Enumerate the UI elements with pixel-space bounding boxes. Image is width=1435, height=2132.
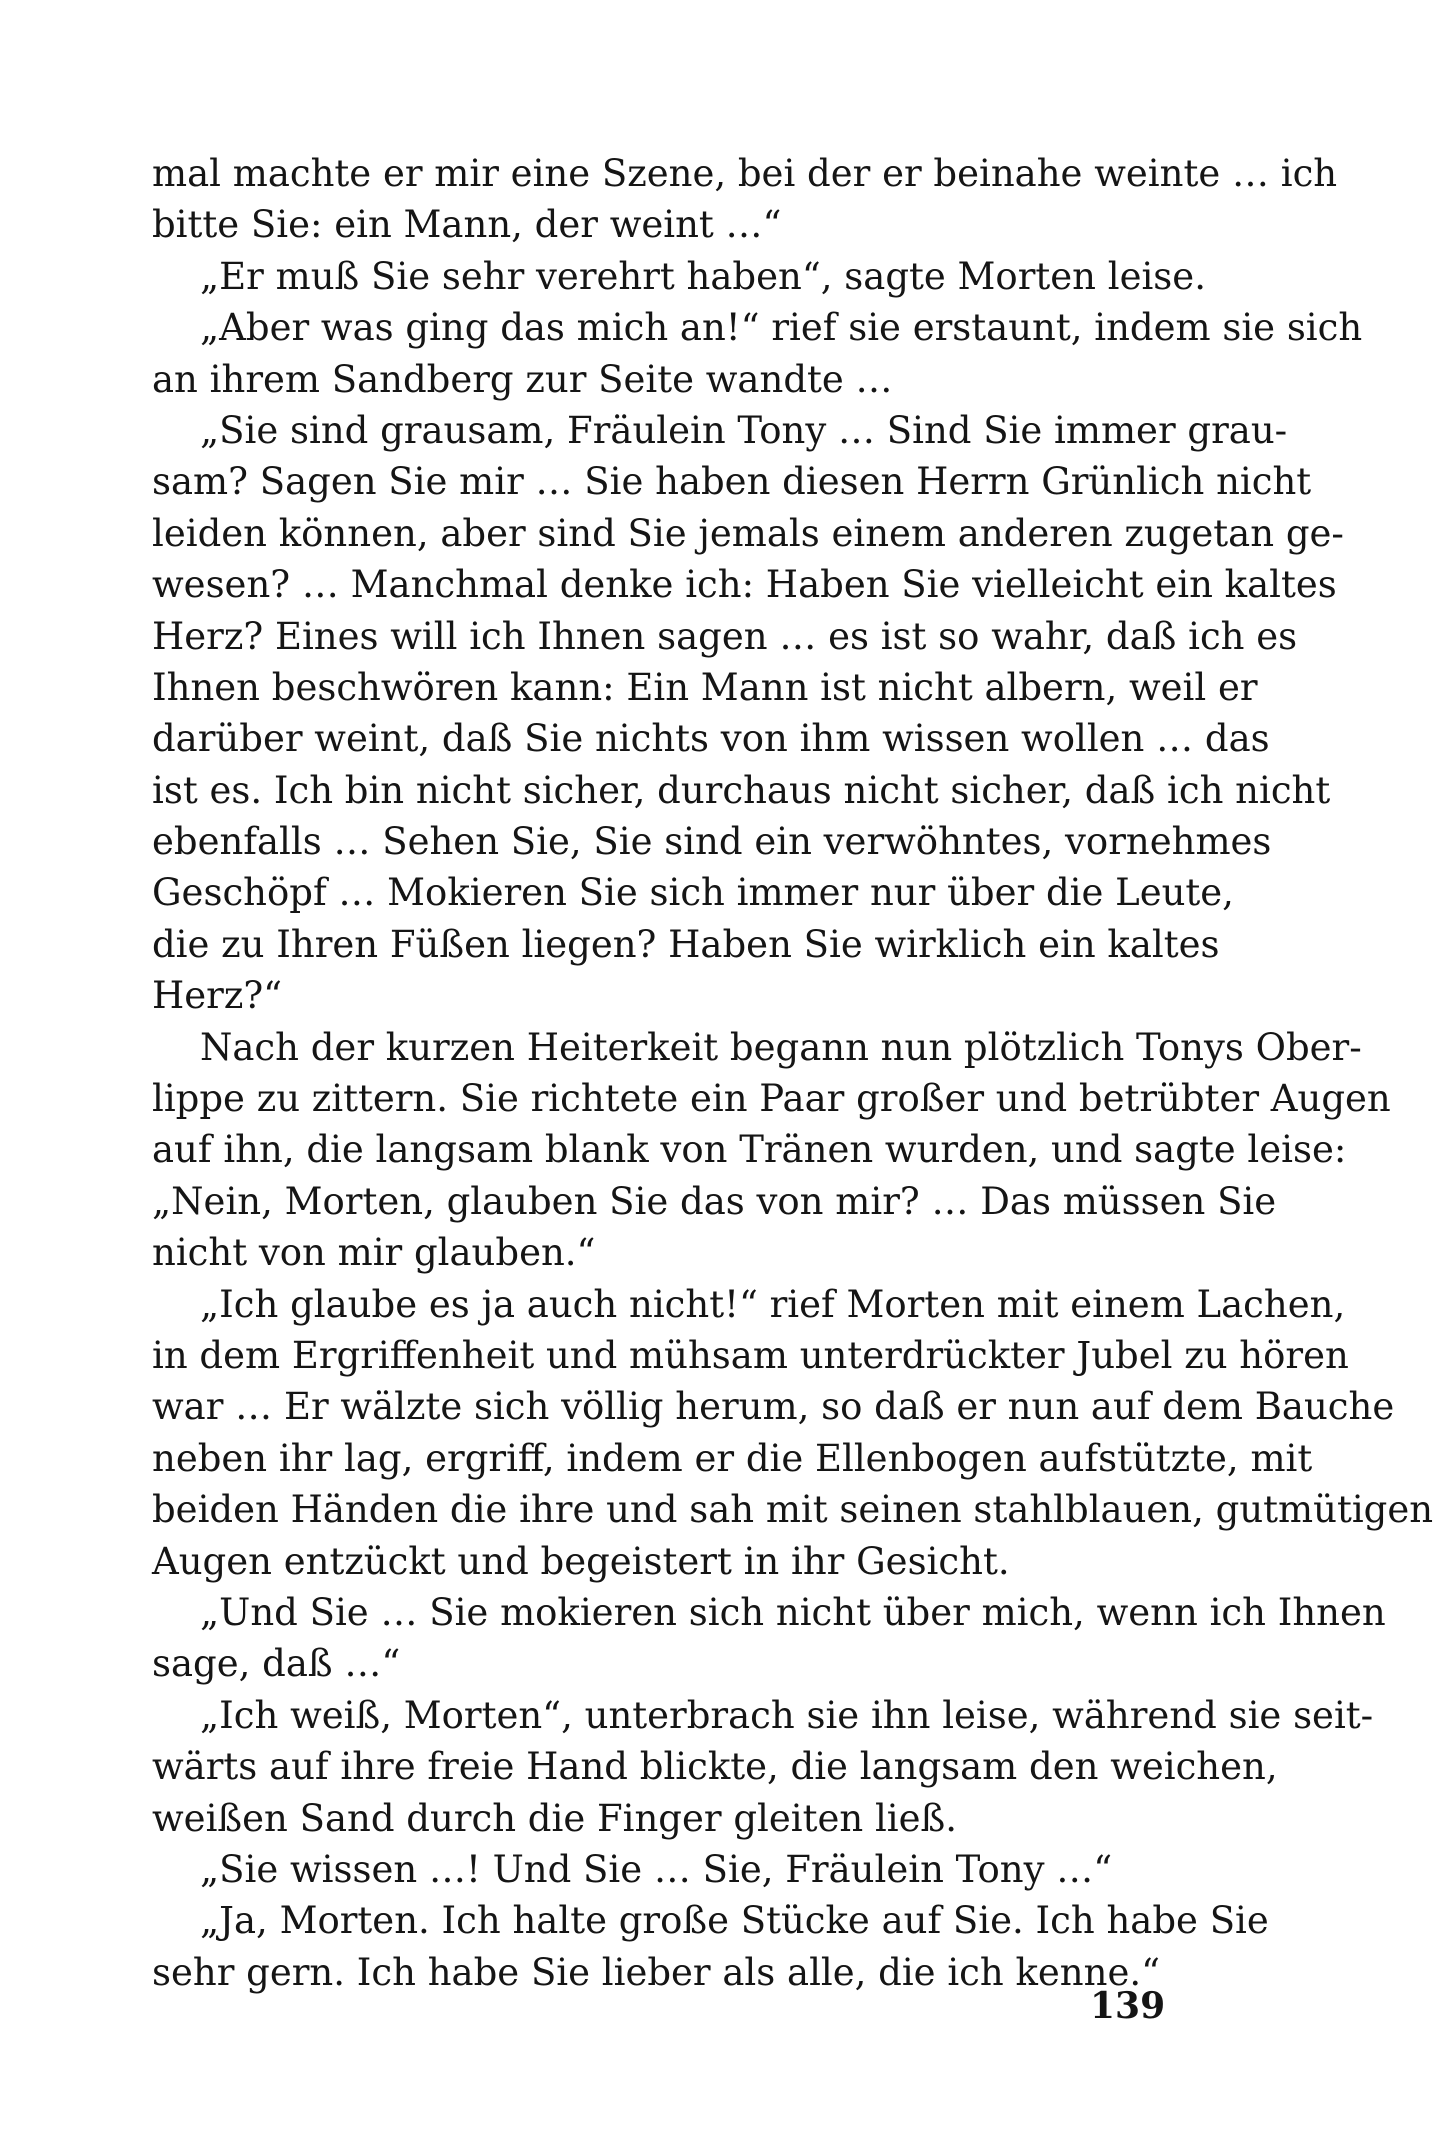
text-line: Herz?“ [152, 974, 283, 1018]
text-line: „Ja, Morten. Ich halte große Stücke auf Sie. Ich habe Sie [200, 1899, 1269, 1943]
text-line: „Aber was ging das mich an!“ rief sie erstaunt, indem sie sich [200, 306, 1363, 350]
text-line: „Und Sie … Sie mokieren sich nicht über mich, wenn ich Ihnen [200, 1590, 1386, 1634]
text-line: darüber weint, daß Sie nichts von ihm wissen wollen … das [152, 717, 1270, 761]
text-line: lippe zu zittern. Sie richtete ein Paar großer und betrübter Augen [152, 1077, 1391, 1121]
text-line: neben ihr lag, ergriff, indem er die Ellenbogen aufstützte, mit [152, 1436, 1313, 1480]
text-line: Ihnen beschwören kann: Ein Mann ist nicht albern, weil er [152, 665, 1258, 709]
text-line: Nach der kurzen Heiterkeit begann nun plötzlich Tonys Ober- [200, 1025, 1362, 1069]
text-line: in dem Ergriffenheit und mühsam unterdrückter Jubel zu hören [152, 1333, 1349, 1377]
text-line: sage, daß …“ [152, 1642, 401, 1686]
text-line: „Ich glaube es ja auch nicht!“ rief Morten mit einem Lachen, [200, 1282, 1346, 1326]
text-line: auf ihn, die langsam blank von Tränen wurden, und sagte leise: [152, 1128, 1347, 1172]
text-line: die zu Ihren Füßen liegen? Haben Sie wirklich ein kaltes [152, 922, 1220, 966]
text-line: „Nein, Morten, glauben Sie das von mir? … Das müssen Sie [152, 1179, 1277, 1223]
text-line: nicht von mir glauben.“ [152, 1231, 596, 1275]
text-line: ebenfalls … Sehen Sie, Sie sind ein verwöhntes, vornehmes [152, 820, 1272, 864]
text-line: „Er muß Sie sehr verehrt haben“, sagte Morten leise. [200, 254, 1206, 298]
text-line: wärts auf ihre freie Hand blickte, die langsam den weichen, [152, 1745, 1278, 1789]
text-line: war … Er wälzte sich völlig herum, so daß er nun auf dem Bauche [152, 1385, 1395, 1429]
text-line: mal machte er mir eine Szene, bei der er beinahe weinte … ich [152, 152, 1338, 195]
text-line: sehr gern. Ich habe Sie lieber als alle, die ich kenne.“ [152, 1950, 1161, 1994]
text-line: bitte Sie: ein Mann, der weint …“ [152, 203, 782, 247]
page-number: 139 [1090, 1985, 1166, 2027]
text-line: Herz? Eines will ich Ihnen sagen … es ist so wahr, daß ich es [152, 614, 1298, 658]
text-line: „Ich weiß, Morten“, unterbrach sie ihn leise, während sie seit- [200, 1693, 1374, 1737]
text-line: leiden können, aber sind Sie jemals einem anderen zugetan ge- [152, 511, 1344, 555]
text-line: Geschöpf … Mokieren Sie sich immer nur über die Leute, [152, 871, 1234, 915]
body-text [152, 148, 1434, 1998]
text-line: „Sie sind grausam, Fräulein Tony … Sind Sie immer grau- [200, 408, 1288, 452]
text-line: ist es. Ich bin nicht sicher, durchaus nicht sicher, daß ich nicht [152, 768, 1331, 812]
text-line: sam? Sagen Sie mir … Sie haben diesen Herrn Grünlich nicht [152, 460, 1312, 504]
text-line: weißen Sand durch die Finger gleiten ließ. [152, 1796, 957, 1840]
text-line: an ihrem Sandberg zur Seite wandte … [152, 357, 893, 401]
text-line: wesen? … Manchmal denke ich: Haben Sie vielleicht ein kaltes [152, 563, 1337, 607]
text-line: „Sie wissen …! Und Sie … Sie, Fräulein Tony …“ [200, 1847, 1113, 1891]
text-line: Augen entzückt und begeistert in ihr Gesicht. [152, 1539, 1010, 1583]
text-line: beiden Händen die ihre und sah mit seinen stahlblauen, gutmütigen [152, 1488, 1434, 1532]
